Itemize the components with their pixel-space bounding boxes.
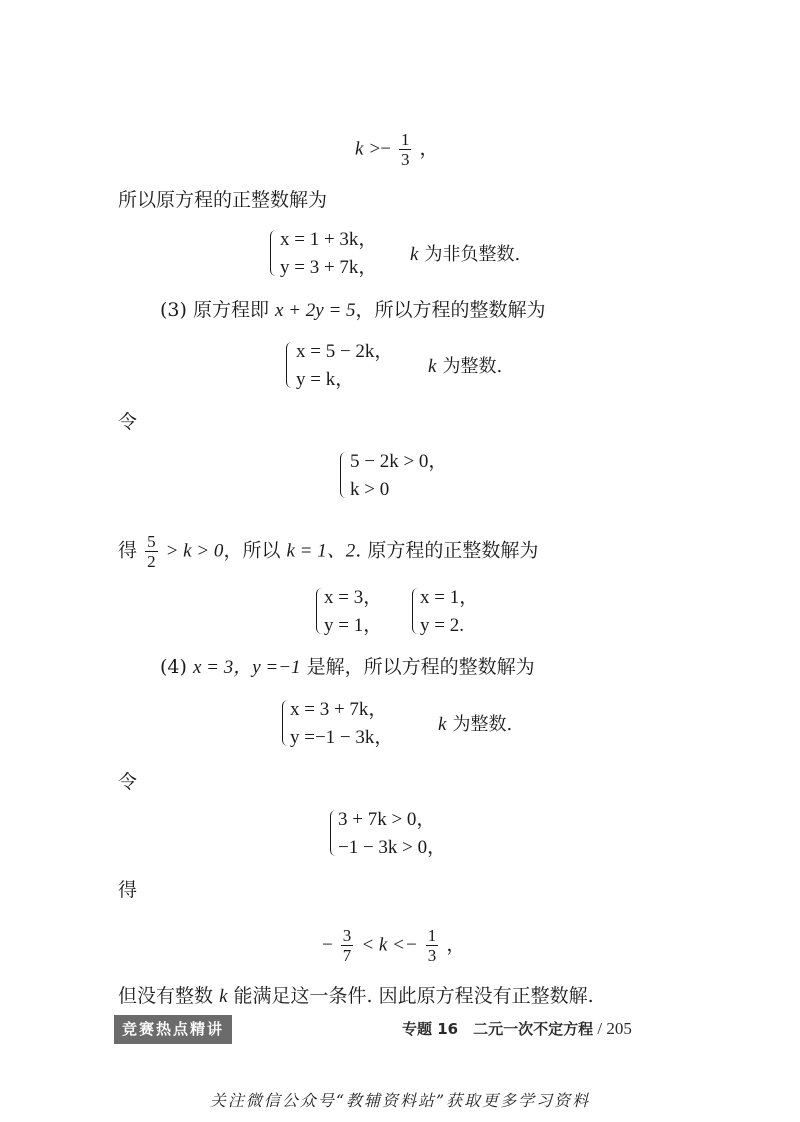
part-3-line: (3) 原方程即 x + 2y = 5，所以方程的整数解为 xyxy=(160,299,546,321)
system-2-note: k 为整数. xyxy=(428,356,503,377)
brace-system-1 xyxy=(270,230,276,276)
fraction-five-halves: $\frac{5}{2}$ xyxy=(147,532,156,571)
system-3-row-2: k > 0 xyxy=(350,479,390,500)
solution-b-row-2: y = 2. xyxy=(420,615,464,636)
fraction-one-third-b: $\frac{1}{3}$ xyxy=(427,926,437,965)
system-1-row-2: y = 3 + 7k， xyxy=(280,257,378,278)
solution-a-row-1: x = 3， xyxy=(324,587,383,608)
derive-k-values-line: 得 $\frac{5}{2}$ > k > 0，所以 k = 1、2. 原方程的正整数解为 xyxy=(118,532,539,571)
conclusion: 但没有整数 k 能满足这一条件. 因此原方程没有正整数解. xyxy=(118,985,594,1007)
brace-system-3 xyxy=(340,452,346,498)
system-5-note: k 为整数. xyxy=(438,714,513,735)
running-footer: 专题 16 二元一次不定方程 / 205 xyxy=(402,1019,632,1038)
system-5-row-2: y =−1 − 3k， xyxy=(290,727,394,748)
brace-solution-b xyxy=(412,588,418,634)
system-3-row-1: 5 − 2k > 0， xyxy=(350,451,448,472)
system-5-row-1: x = 3 + 7k， xyxy=(290,699,388,720)
solution-a-row-2: y = 1， xyxy=(324,615,383,636)
system-1-row-1: x = 1 + 3k， xyxy=(280,229,378,250)
solution-b-row-1: x = 1， xyxy=(420,587,479,608)
ling-1: 令 xyxy=(118,411,138,433)
system-1-note: k 为非负整数. xyxy=(410,244,521,265)
section-tag: 竞赛热点精讲 xyxy=(114,1015,232,1044)
fraction-three-sevenths: $\frac{3}{7}$ xyxy=(342,926,352,965)
system-6-row-1: 3 + 7k > 0， xyxy=(338,809,436,830)
page-number: 205 xyxy=(606,1019,632,1038)
system-2-row-1: x = 5 − 2k， xyxy=(296,341,394,362)
watermark-text: 关注微信公众号“教辅资料站”获取更多学习资料 xyxy=(209,1091,591,1110)
final-inequality-line: − $\frac{3}{7}$ < k <− $\frac{1}{3}$ ， xyxy=(322,926,466,965)
system-6-row-2: −1 − 3k > 0， xyxy=(338,837,447,858)
brace-system-2 xyxy=(286,342,292,388)
system-2-row-2: y = k， xyxy=(296,369,355,390)
de-2: 得 xyxy=(118,879,138,901)
ling-2: 令 xyxy=(118,771,138,793)
inequality-k-line: k >− $\frac{1}{3}$ ， xyxy=(355,130,439,169)
brace-system-5 xyxy=(282,700,288,746)
fraction-one-third: $\frac{1}{3}$ xyxy=(400,130,410,169)
part-4-line: (4) x = 3，y =−1 是解，所以方程的整数解为 xyxy=(160,656,535,678)
brace-system-6 xyxy=(330,810,336,856)
brace-solution-a xyxy=(316,588,322,634)
paragraph-positive-solutions: 所以原方程的正整数解为 xyxy=(118,189,328,211)
